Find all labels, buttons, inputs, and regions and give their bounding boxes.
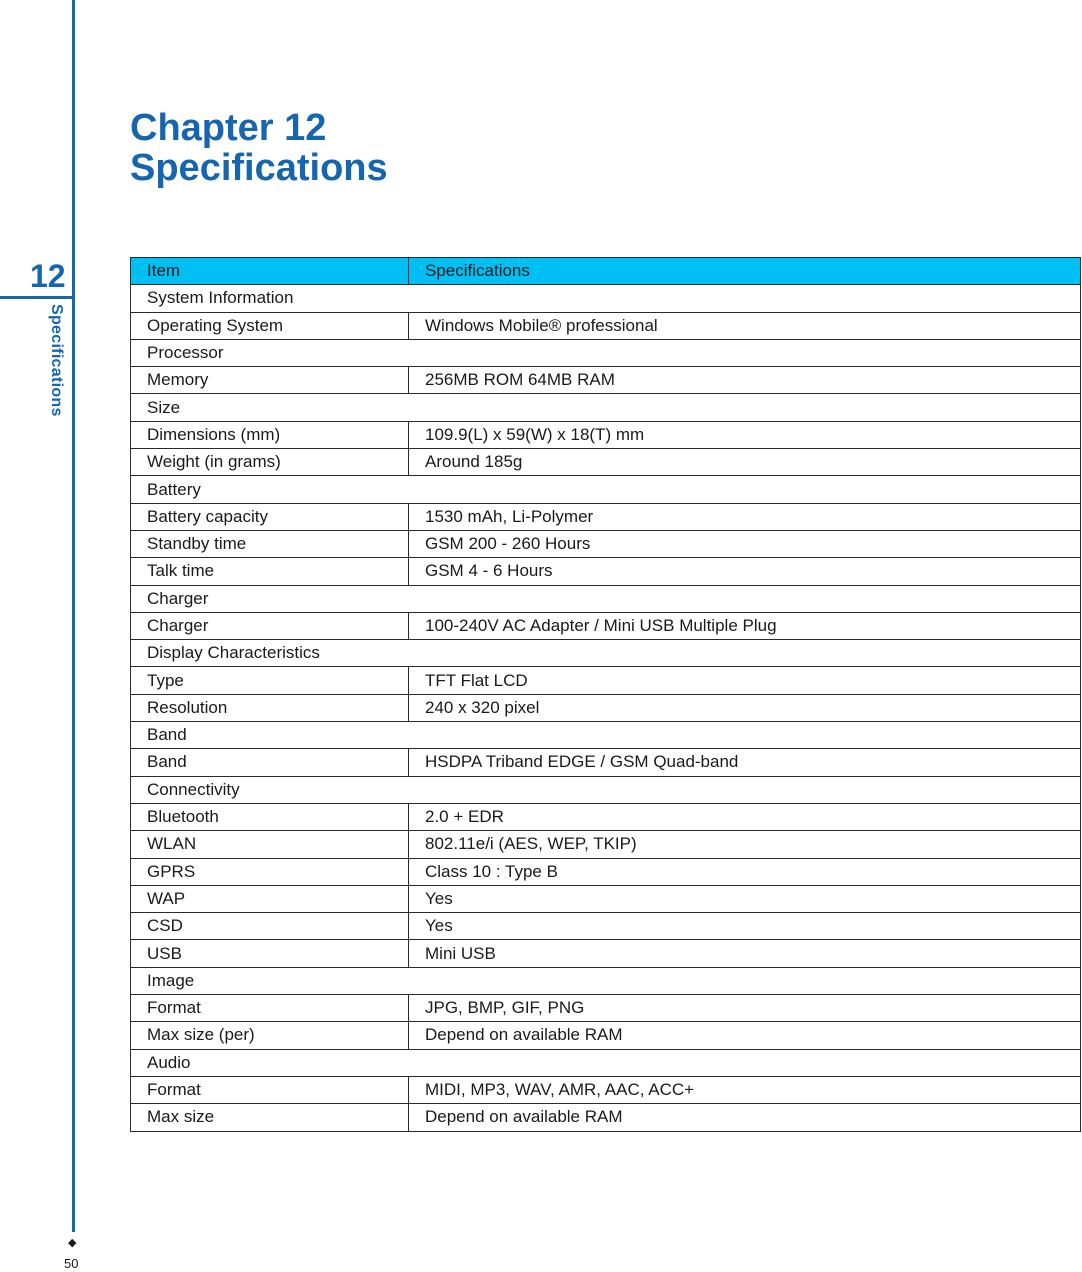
value-cell: HSDPA Triband EDGE / GSM Quad-band: [409, 749, 1081, 776]
section-label: Size: [131, 394, 1081, 421]
section-label: Battery: [131, 476, 1081, 503]
value-cell: MIDI, MP3, WAV, AMR, AAC, ACC+: [409, 1076, 1081, 1103]
table-row: [131, 503, 1081, 530]
header-specifications: Specifications: [409, 258, 1081, 285]
table-row: [131, 803, 1081, 830]
value-cell: Yes: [409, 913, 1081, 940]
item-cell: Type: [131, 667, 409, 694]
table-row: [131, 1104, 1081, 1131]
chapter-tab-rule: [0, 296, 75, 299]
value-cell: 256MB ROM 64MB RAM: [409, 367, 1081, 394]
table-row: [131, 913, 1081, 940]
chapter-number: 12: [30, 258, 66, 294]
section-label: Audio: [131, 1049, 1081, 1076]
section-row: [131, 339, 1081, 366]
value-cell: Depend on available RAM: [409, 1022, 1081, 1049]
title-heading: Specifications: [130, 147, 388, 189]
section-row: [131, 640, 1081, 667]
table-row: [131, 530, 1081, 557]
table-row: [131, 694, 1081, 721]
item-cell: Battery capacity: [131, 503, 409, 530]
section-label: Display Characteristics: [131, 640, 1081, 667]
section-row: [131, 1049, 1081, 1076]
value-cell: 802.11e/i (AES, WEP, TKIP): [409, 831, 1081, 858]
item-cell: WLAN: [131, 831, 409, 858]
value-cell: GSM 4 - 6 Hours: [409, 558, 1081, 585]
item-cell: Format: [131, 995, 409, 1022]
item-cell: CSD: [131, 913, 409, 940]
item-cell: Talk time: [131, 558, 409, 585]
table-row: [131, 612, 1081, 639]
table-row: [131, 312, 1081, 339]
table-row: [131, 858, 1081, 885]
item-cell: Operating System: [131, 312, 409, 339]
section-label: System Information: [131, 285, 1081, 312]
value-cell: Around 185g: [409, 449, 1081, 476]
section-row: [131, 476, 1081, 503]
item-cell: Memory: [131, 367, 409, 394]
item-cell: Band: [131, 749, 409, 776]
section-row: [131, 585, 1081, 612]
value-cell: Windows Mobile® professional: [409, 312, 1081, 339]
value-cell: Class 10 : Type B: [409, 858, 1081, 885]
table-header-row: [131, 258, 1081, 285]
table-row: [131, 367, 1081, 394]
value-cell: 109.9(L) x 59(W) x 18(T) mm: [409, 421, 1081, 448]
title-chapter: Chapter 12: [130, 107, 327, 149]
value-cell: GSM 200 - 260 Hours: [409, 530, 1081, 557]
sidebar-rule: [72, 0, 75, 1232]
item-cell: USB: [131, 940, 409, 967]
item-cell: Max size: [131, 1104, 409, 1131]
value-cell: 100-240V AC Adapter / Mini USB Multiple Plug: [409, 612, 1081, 639]
table-row: [131, 421, 1081, 448]
value-cell: Mini USB: [409, 940, 1081, 967]
sidebar-section-label: Specifications: [48, 304, 65, 417]
item-cell: WAP: [131, 885, 409, 912]
table-row: [131, 667, 1081, 694]
table-row: [131, 995, 1081, 1022]
value-cell: 2.0 + EDR: [409, 803, 1081, 830]
item-cell: Resolution: [131, 694, 409, 721]
section-row: [131, 722, 1081, 749]
section-label: Image: [131, 967, 1081, 994]
section-label: Processor: [131, 339, 1081, 366]
value-cell: JPG, BMP, GIF, PNG: [409, 995, 1081, 1022]
table-body: [131, 285, 1081, 1131]
item-cell: Charger: [131, 612, 409, 639]
section-row: [131, 967, 1081, 994]
value-cell: Yes: [409, 885, 1081, 912]
table-row: [131, 1076, 1081, 1103]
value-cell: 240 x 320 pixel: [409, 694, 1081, 721]
table-row: [131, 1022, 1081, 1049]
section-row: [131, 394, 1081, 421]
item-cell: Weight (in grams): [131, 449, 409, 476]
spec-table: [130, 257, 1081, 1132]
item-cell: Dimensions (mm): [131, 421, 409, 448]
item-cell: Standby time: [131, 530, 409, 557]
section-label: Connectivity: [131, 776, 1081, 803]
section-label: Charger: [131, 585, 1081, 612]
section-label: Band: [131, 722, 1081, 749]
section-row: [131, 776, 1081, 803]
item-cell: Bluetooth: [131, 803, 409, 830]
page-title: [130, 108, 388, 188]
section-row: [131, 285, 1081, 312]
table-row: [131, 940, 1081, 967]
item-cell: Format: [131, 1076, 409, 1103]
table-row: [131, 885, 1081, 912]
item-cell: GPRS: [131, 858, 409, 885]
diamond-icon: ◆: [68, 1237, 77, 1249]
header-item: Item: [131, 258, 409, 285]
table-row: [131, 749, 1081, 776]
table-row: [131, 558, 1081, 585]
item-cell: Max size (per): [131, 1022, 409, 1049]
table-row: [131, 449, 1081, 476]
value-cell: TFT Flat LCD: [409, 667, 1081, 694]
value-cell: 1530 mAh, Li-Polymer: [409, 503, 1081, 530]
value-cell: Depend on available RAM: [409, 1104, 1081, 1131]
table-row: [131, 831, 1081, 858]
page-number: 50: [64, 1256, 79, 1271]
